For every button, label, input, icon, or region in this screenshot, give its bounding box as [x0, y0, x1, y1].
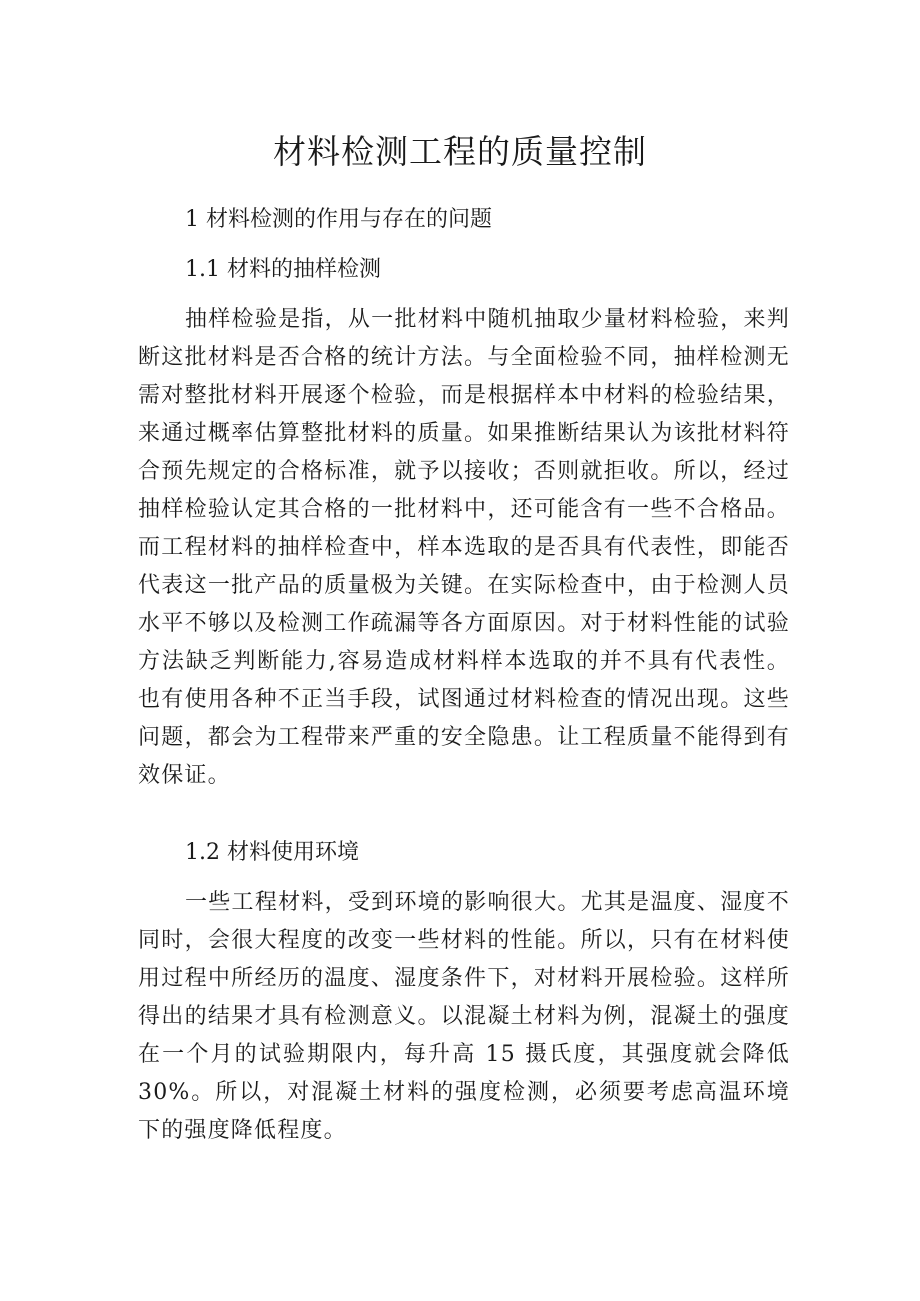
section-heading-1-2: 1.2 材料使用环境 [185, 840, 359, 865]
section-heading-1: 1 材料检测的作用与存在的问题 [185, 207, 492, 232]
section-heading-1-1: 1.1 材料的抽样检测 [185, 257, 381, 282]
paragraph-sampling-inspection: 抽样检验是指，从一批材料中随机抽取少量材料检验，来判断这批材料是否合格的统计方法。与全面检验不同，抽样检测无需对整批材料开展逐个检验，而是根据样本中材料的检验结果，来通过概率估算整批材料的质量。如果推断结果认为该批材料符合预先规定的合格标准，就予以接收；否则就拒收。所以，经过抽样检验认定其合格的一批材料中，还可能含有一些不合格品。而工程材料的抽样检查中，样本选取的是否具有代表性，即能否代表这一批产品的质量极为关键。在实际检查中，由于检测人员水平不够以及检测工作疏漏等各方面原因。对于材料性能的试验方法缺乏判断能力,容易造成材料样本选取的并不具有代表性。也有使用各种不正当手段，试图通过材料检查的情况出现。这些问题，都会为工程带来严重的安全隐患。让工程质量不能得到有效保证。 [138, 307, 790, 788]
paragraph-usage-environment: 一些工程材料，受到环境的影响很大。尤其是温度、湿度不同时，会很大程度的改变一些材料的性能。所以，只有在材料使用过程中所经历的温度、湿度条件下，对材料开展检验。这样所得出的结果才具有检测意义。以混凝土材料为例，混凝土的强度在一个月的试验期限内，每升高 15 摄氏度，其强度就会降低 30%。所以，对混凝土材料的强度检测，必须要考虑高温环境下的强度降低程度。 [138, 890, 790, 1143]
document-title: 材料检测工程的质量控制 [273, 132, 647, 171]
